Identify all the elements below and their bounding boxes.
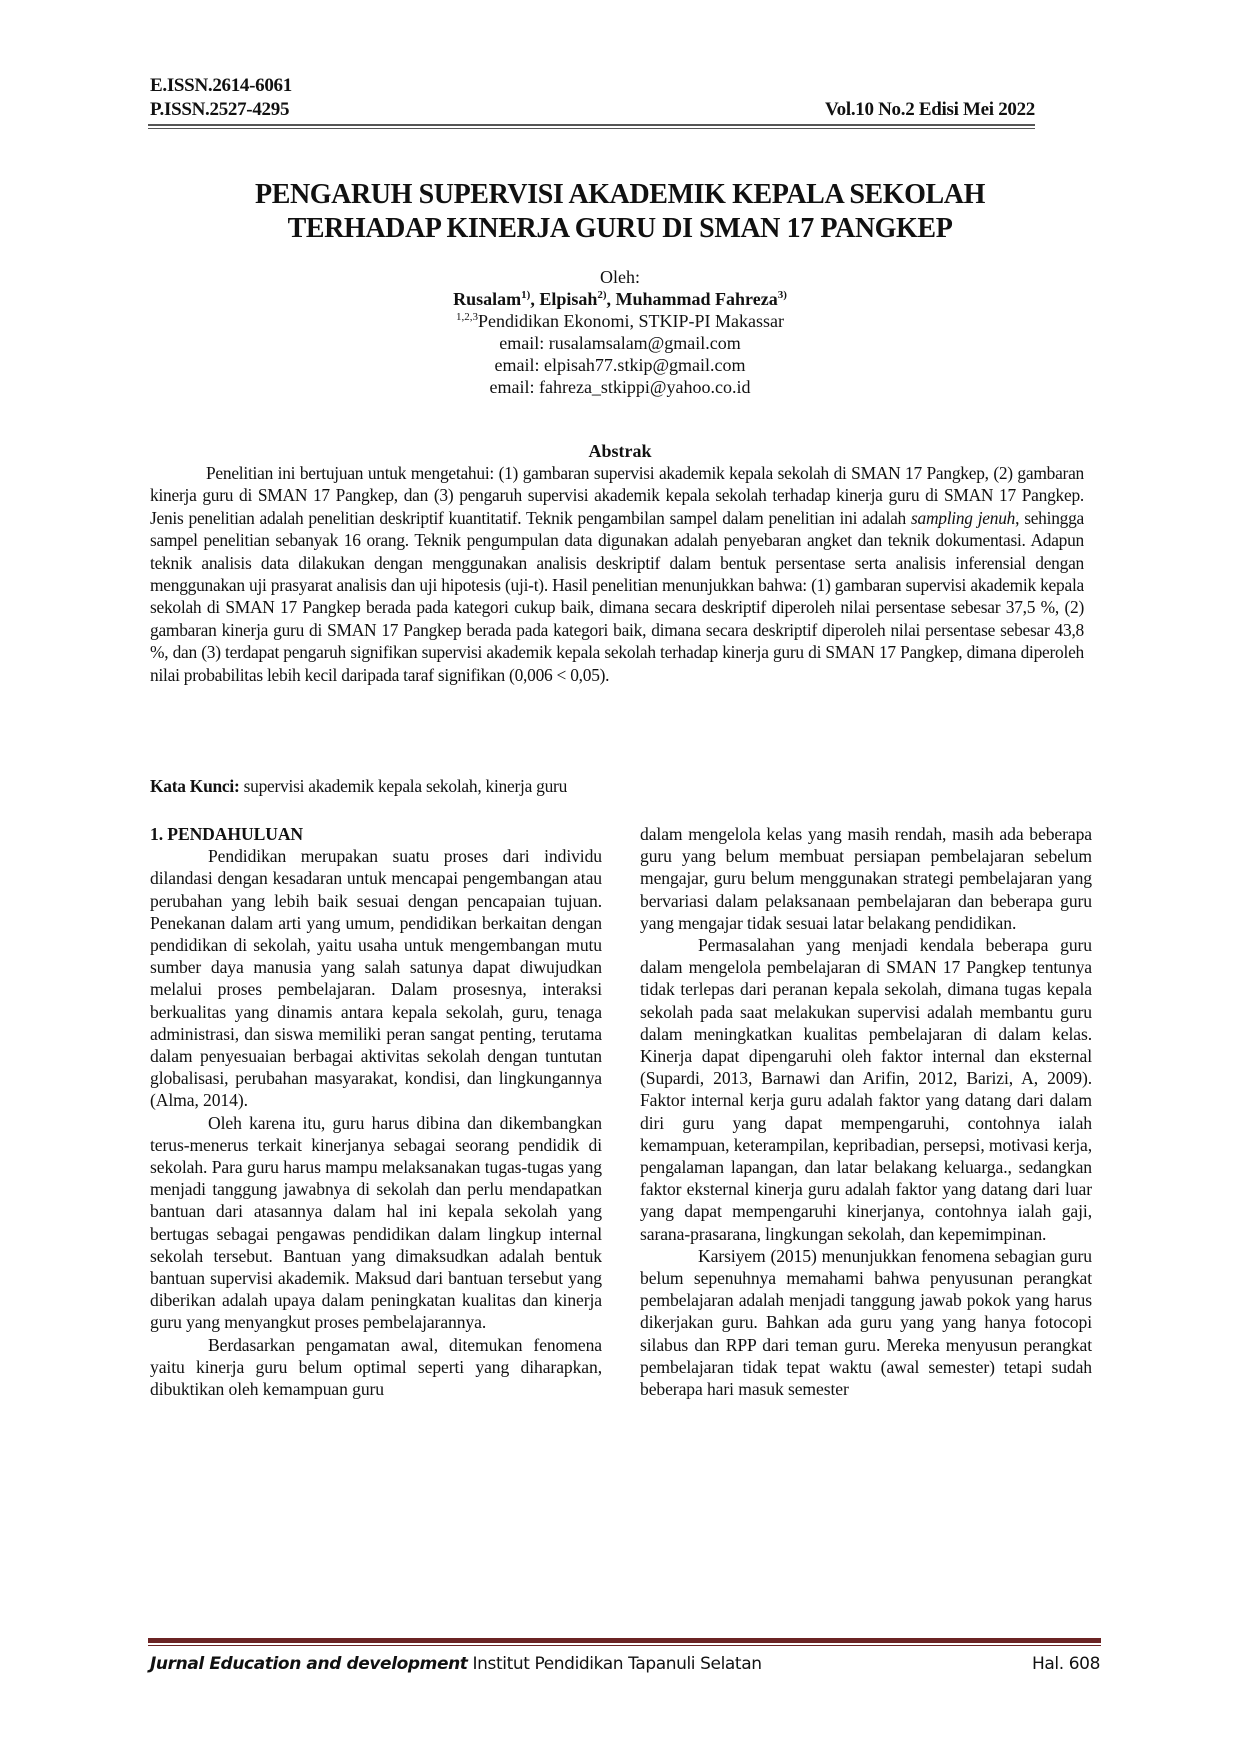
journal-name: Jurnal Education and development [150,1654,468,1674]
institution-name: Institut Pendidikan Tapanuli Selatan [467,1654,762,1674]
header-rule [148,124,1035,129]
abstract-italic-term: sampling jenuh [910,507,1016,528]
pissn: P.ISSN.2527-4295 [150,99,290,120]
author-list: Rusalam$^{1)}$, Elpisah$^{2)}$, Muhammad Fahreza$^{3)}$ [453,289,787,309]
abstract-text-1: Penelitian ini bertujuan untuk mengetahui: (1) gambaran supervisi akademik kepala sekolah di SMAN 17 Pangkep, (2) gambaran kinerja guru di SMAN 17 Pangkep, dan (3) pengaruh supervisi akademik kepala sekolah terhadap kinerja guru di SMAN 17 Pangkep. Jenis penelitian adalah penelitian deskriptif kuantitatif. Teknik pengambilan sampel dalam penelitian ini adalah [150,463,1084,528]
author-name: Muhammad Fahreza [615,289,778,309]
affiliation-sup: 1,2,3 [456,311,478,323]
body-column-left [150,823,602,1400]
volume-issue: Vol.10 No.2 Edisi Mei 2022 [824,99,1035,120]
issn-block [150,74,292,122]
eissn: E.ISSN.2614-6061 [150,75,292,96]
keywords [150,775,567,797]
section-heading: 1. PENDAHULUAN [150,824,304,844]
email-1: email: rusalamsalam@gmail.com [499,333,741,353]
footer-rule [148,1638,1101,1646]
affiliation [150,310,1090,332]
title-line-2: TERHADAP KINERJA GURU DI SMAN 17 PANGKEP [287,213,953,244]
paragraph: Karsiyem (2015) menunjukkan fenomena sebagian guru belum sepenuhnya memahami bahwa penyusunan perangkat pembelajaran adalah menjadi tanggung jawab pokok yang harus dikerjakan guru. Bahkan ada guru yang yang hanya fotocopi silabus dan RPP dari teman guru. Mereka menyusun perangkat pembelajaran tidak tepat waktu (awal semester) tetapi sudah beberapa hari masuk semester [640,1245,1092,1400]
paper-title [150,178,1090,246]
author-sup: 2) [597,289,607,301]
keywords-label: Kata Kunci: [150,776,240,796]
author-sup: 1) [521,289,531,301]
author-name: Rusalam [453,289,522,309]
abstract-heading: Abstrak [588,441,652,461]
email-2: email: elpisah77.stkip@gmail.com [494,355,746,375]
author-sup: 3) [777,289,787,301]
footer-journal-info [150,1653,762,1675]
abstract-text-2: , sehingga sampel penelitian sebanyak 16 orang. Teknik pengumpulan data digunakan adalah penyebaran angket dan teknik dokumentasi. Adapun teknik analisis data dilakukan dengan menggunakan analisis deskriptif dalam bentuk persentase serta analisis inferensial dengan menggunakan uji prasyarat analisis dan uji hipotesis (uji-t). Hasil penelitian menunjukkan bahwa: (1) gambaran supervisi akademik kepala sekolah di SMAN 17 Pangkep berada pada kategori cukup baik, dimana secara deskriptif diperoleh nilai persentase sebesar 37,5 %, (2) gambaran kinerja guru di SMAN 17 Pangkep berada pada kategori baik, dimana secara deskriptif diperoleh nilai persentase sebesar 43,8 %, dan (3) terdapat pengaruh signifikan supervisi akademik kepala sekolah terhadap kinerja guru di SMAN 17 Pangkep, dimana diperoleh nilai probabilitas lebih kecil daripada taraf signifikan (0,006 < 0,05). [150,507,1085,685]
paragraph: Permasalahan yang menjadi kendala beberapa guru dalam mengelola pembelajaran di SMAN 17 Pangkep tentunya tidak terlepas dari peranan kepala sekolah, dimana tugas kepala sekolah pada saat melakukan supervisi adalah membantu guru dalam meningkatkan kualitas pembelajaran di dalam kelas. Kinerja dapat dipengaruhi oleh faktor internal dan eksternal (Supardi, 2013, Barnawi dan Arifin, 2012, Barizi, A, 2009). Faktor internal kerja guru adalah faktor yang datang dari dalam diri guru yang dapat mempengaruhi, contohnya ialah kemampuan, keterampilan, kepribadian, persepsi, motivasi kerja, pengalaman lapangan, dan latar belakang keluarga., sedangkan faktor eksternal kinerja guru adalah faktor yang datang dari luar yang dapat mempengaruhi kinerjanya, contohnya ialah gaji, sarana-prasarana, lingkungan sekolah, dan kepemimpinan. [640,935,1092,1244]
paragraph-continuation: dalam mengelola kelas yang masih rendah, masih ada beberapa guru yang belum membuat persiapan pembelajaran sebelum mengajar, guru belum menggunakan strategi pembelajaran yang bervariasi dalam pelaksanaan pembelajaran dan beberapa guru yang mengajar tidak sesuai latar belakang pendidikan. [640,824,1092,933]
paragraph: Pendidikan merupakan suatu proses dari individu dilandasi dengan kesadaran untuk mencapai pengembangan atau perubahan yang lebih baik sesuai dengan pencapaian tujuan. Penekanan dalam arti yang umum, pendidikan berkaitan dengan pendidikan di sekolah, yaitu usaha untuk mengembangan mutu sumber daya manusia yang salah satunya dapat diwujudkan melalui proses pembelajaran. Dalam prosesnya, interaksi berkualitas yang dinamis antara kepala sekolah, guru, tenaga administrasi, dan siswa memiliki peran sangat penting, terutama dalam penyesuaian berbagai aktivitas sekolah dengan tuntutan globalisasi, perubahan masyarakat, kondisi, dan lingkungannya (Alma, 2014). [150,846,602,1111]
page-number: Hal. 608 [1032,1654,1100,1674]
title-line-1: PENGARUH SUPERVISI AKADEMIK KEPALA SEKOLAH [254,179,986,210]
paragraph: Oleh karena itu, guru harus dibina dan dikembangkan terus-menerus terkait kinerjanya sebagai seorang pendidik di sekolah. Para guru harus mampu melaksanakan tugas-tugas yang menjadi tanggung jawabnya di sekolah dan perlu mendapatkan bantuan dari atasannya dalam hal ini kepala sekolah yang bertugas sebagai pengawas pendidikan dalam lingkup internal sekolah tersebut. Bantuan yang dimaksudkan adalah bentuk bantuan supervisi akademik. Maksud dari bantuan tersebut yang diberikan adalah upaya dalam peningkatan kualitas dan kinerja guru yang menyangkut proses pembelajarannya. [150,1112,602,1333]
paragraph: Berdasarkan pengamatan awal, ditemukan fenomena yaitu kinerja guru belum optimal seperti yang diharapkan, dibuktikan oleh kemampuan guru [150,1334,602,1400]
author-name: Elpisah [539,289,598,309]
abstract-body [150,462,1084,686]
keywords-value: supervisi akademik kepala sekolah, kinerja guru [239,776,568,796]
affiliation-text: Pendidikan Ekonomi, STKIP-PI Makassar [478,311,784,331]
email-3: email: fahreza_stkippi@yahoo.co.id [489,377,751,397]
oleh-label: Oleh: [600,267,640,287]
byline [150,266,1090,398]
body-column-right [640,823,1092,1400]
